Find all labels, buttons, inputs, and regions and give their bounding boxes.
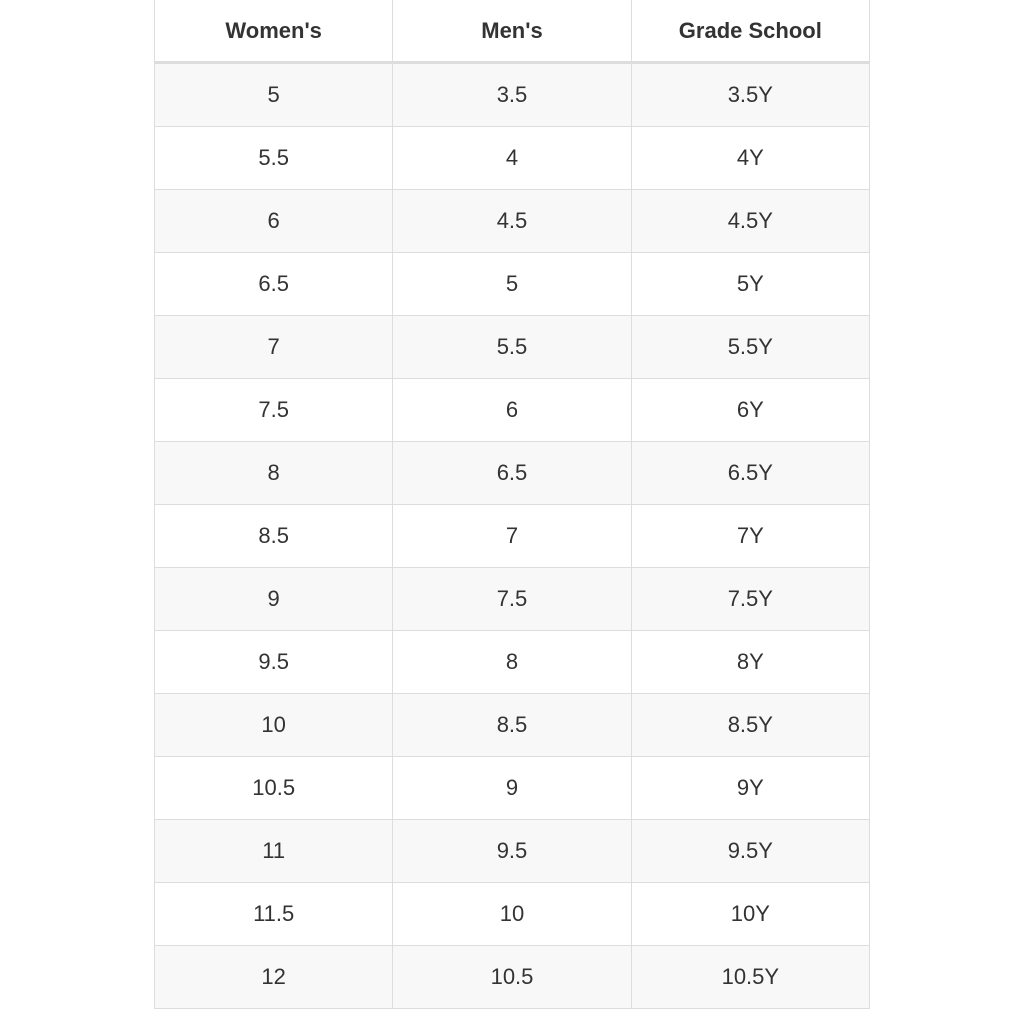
header-grade-school: Grade School <box>631 0 869 63</box>
womens-size-cell: 6 <box>155 190 393 253</box>
womens-size-cell: 8 <box>155 442 393 505</box>
grade-school-size-cell: 9.5Y <box>631 820 869 883</box>
header-womens: Women's <box>155 0 393 63</box>
table-row <box>155 190 870 253</box>
mens-size-cell: 7 <box>393 505 631 568</box>
womens-size-cell: 8.5 <box>155 505 393 568</box>
grade-school-size-cell: 7.5Y <box>631 568 869 631</box>
table-row <box>155 442 870 505</box>
header-row <box>155 0 870 63</box>
table-row <box>155 694 870 757</box>
grade-school-size-cell: 10.5Y <box>631 946 869 1009</box>
header-mens: Men's <box>393 0 631 63</box>
table-row <box>155 63 870 127</box>
grade-school-size-cell: 6.5Y <box>631 442 869 505</box>
grade-school-size-cell: 8.5Y <box>631 694 869 757</box>
mens-size-cell: 8 <box>393 631 631 694</box>
table-row <box>155 379 870 442</box>
mens-size-cell: 6 <box>393 379 631 442</box>
womens-size-cell: 11 <box>155 820 393 883</box>
womens-size-cell: 6.5 <box>155 253 393 316</box>
table-body <box>155 63 870 1009</box>
womens-size-cell: 7 <box>155 316 393 379</box>
grade-school-size-cell: 9Y <box>631 757 869 820</box>
mens-size-cell: 9 <box>393 757 631 820</box>
grade-school-size-cell: 10Y <box>631 883 869 946</box>
table-row <box>155 505 870 568</box>
table-row <box>155 946 870 1009</box>
table-row <box>155 820 870 883</box>
table-row <box>155 253 870 316</box>
womens-size-cell: 10.5 <box>155 757 393 820</box>
grade-school-size-cell: 8Y <box>631 631 869 694</box>
mens-size-cell: 10.5 <box>393 946 631 1009</box>
mens-size-cell: 5 <box>393 253 631 316</box>
table-row <box>155 757 870 820</box>
mens-size-cell: 9.5 <box>393 820 631 883</box>
womens-size-cell: 12 <box>155 946 393 1009</box>
table-row <box>155 883 870 946</box>
mens-size-cell: 10 <box>393 883 631 946</box>
mens-size-cell: 4.5 <box>393 190 631 253</box>
womens-size-cell: 5 <box>155 63 393 127</box>
mens-size-cell: 6.5 <box>393 442 631 505</box>
womens-size-cell: 5.5 <box>155 127 393 190</box>
grade-school-size-cell: 5.5Y <box>631 316 869 379</box>
mens-size-cell: 3.5 <box>393 63 631 127</box>
table-header <box>155 0 870 63</box>
size-conversion-table <box>154 0 870 1009</box>
grade-school-size-cell: 5Y <box>631 253 869 316</box>
mens-size-cell: 4 <box>393 127 631 190</box>
table-row <box>155 631 870 694</box>
grade-school-size-cell: 6Y <box>631 379 869 442</box>
table-row <box>155 127 870 190</box>
table-row <box>155 316 870 379</box>
womens-size-cell: 9 <box>155 568 393 631</box>
womens-size-cell: 7.5 <box>155 379 393 442</box>
womens-size-cell: 11.5 <box>155 883 393 946</box>
grade-school-size-cell: 4Y <box>631 127 869 190</box>
mens-size-cell: 7.5 <box>393 568 631 631</box>
grade-school-size-cell: 3.5Y <box>631 63 869 127</box>
table-row <box>155 568 870 631</box>
grade-school-size-cell: 4.5Y <box>631 190 869 253</box>
womens-size-cell: 10 <box>155 694 393 757</box>
mens-size-cell: 5.5 <box>393 316 631 379</box>
grade-school-size-cell: 7Y <box>631 505 869 568</box>
mens-size-cell: 8.5 <box>393 694 631 757</box>
womens-size-cell: 9.5 <box>155 631 393 694</box>
